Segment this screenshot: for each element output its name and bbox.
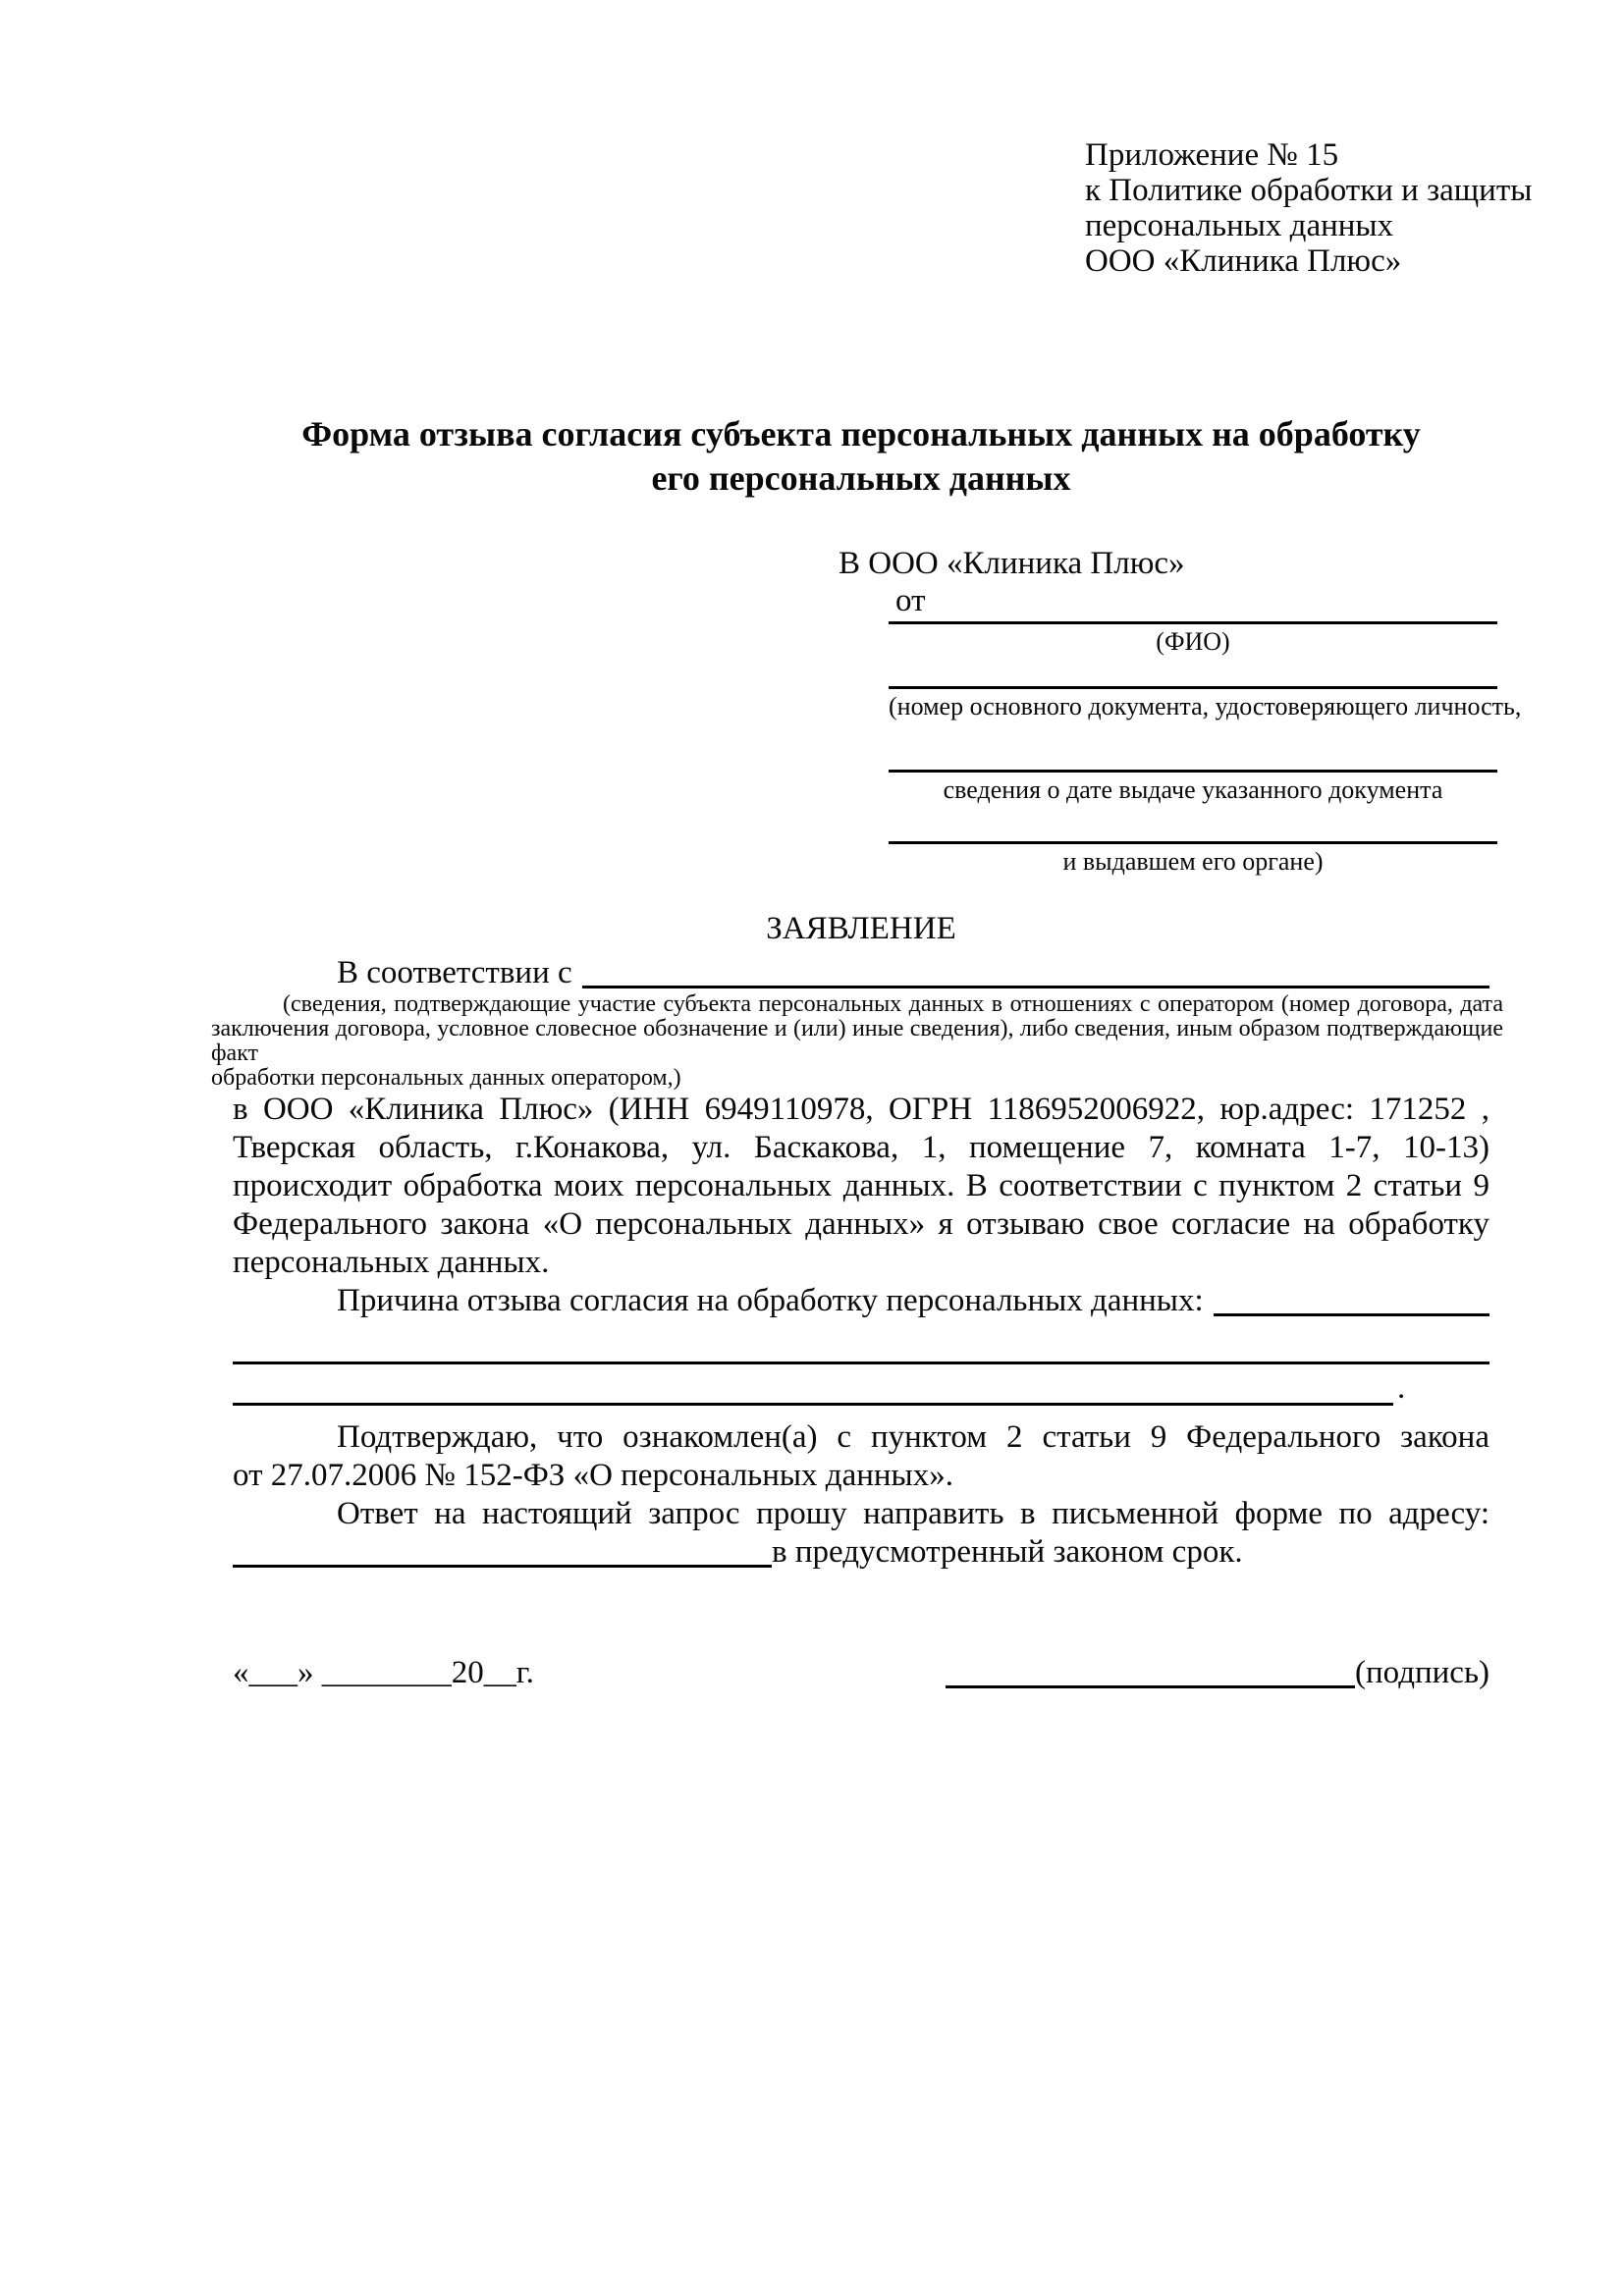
signature-caption: (подпись) [1355,1655,1489,1690]
field-line-doc-number [889,686,1497,689]
appendix-header-line: Приложение № 15 [1085,137,1339,173]
document-title [233,412,1489,501]
period-after-blank: . [1397,1370,1406,1406]
body-paragraph [233,1091,1489,1282]
field-line-fio [889,621,1497,624]
reason-blank-line-1 [233,1320,1489,1364]
reason-blank-line-2-rule [233,1362,1393,1406]
reason-label: Причина отзыва согласия на обработку персональных данных: [337,1283,1204,1318]
appendix-header-line: к Политике обработки и защиты [1085,173,1533,208]
body-line: персональных данных. [233,1245,550,1280]
body-line: в ООО «Клиника Плюс» (ИНН 6949110978, ОГРН 1186952006922, юр.адрес: 171252 , [233,1092,1489,1127]
reason-fill-line [1214,1282,1489,1316]
accordance-fill-line [582,954,1489,988]
from-label: от [895,583,926,618]
address-fill-line [233,1533,772,1568]
field-caption-issue-date: сведения о дате выдаче указанного документа [943,775,1443,804]
confirm-paragraph [233,1418,1489,1495]
reply-address-row [233,1533,1489,1572]
accordance-lead: В соответствии с [337,955,572,990]
date-blank: «___» ________20__г. [233,1655,534,1690]
reason-row [233,1282,1489,1320]
reply-paragraph [233,1495,1489,1572]
confirm-line: от 27.07.2006 № 152-ФЗ «О персональных данных». [233,1458,953,1493]
body-line: Тверская область, г.Конакова, ул. Баскакова, 1, помещение 7, комната 1-7, 10-13) [233,1130,1489,1165]
document-title-line: Форма отзыва согласия субъекта персональных данных на обработку [301,414,1421,454]
appendix-header [1085,137,1533,279]
statement-heading: ЗАЯВЛЕНИЕ [766,911,956,946]
signature-group [946,1654,1489,1692]
field-caption-doc-number: (номер основного документа, удостоверяющего личность, [889,692,1522,721]
appendix-header-line: ООО «Клиника Плюс» [1085,243,1402,279]
reason-blank-line-2 [233,1364,1489,1406]
field-line-issue-date [889,770,1497,773]
document-title-line: его персональных данных [651,458,1071,498]
date-signature-row [233,1654,1489,1692]
footnote-line: заключения договора, условное словесное обозначение и (или) иные сведения), либо сведения, иным образом подтверждающие факт [211,1016,1503,1066]
confirm-line: Подтверждаю, что ознакомлен(а) с пунктом 2 статьи 9 Федерального закона [337,1419,1489,1455]
field-caption-issuer: и выдавшем его органе) [1062,847,1324,876]
body-line: Федерального закона «О персональных данных» я отзываю свое согласие на обработку [233,1206,1489,1242]
addressee-block [839,545,1522,877]
document-content [211,0,1533,1692]
footnote-line: (сведения, подтверждающие участие субъекта персональных данных в отношениях с оператором (номер договора, дата [283,991,1503,1017]
body-line: происходит обработка моих персональных данных. В соответствии с пунктом 2 статьи 9 [233,1168,1489,1203]
reply-line: Ответ на настоящий запрос прошу направить в письменной форме по адресу: [337,1496,1489,1531]
footnote [211,992,1503,1091]
accordance-row [233,954,1489,992]
reply-line-suffix: в предусмотренный законом срок. [772,1534,1243,1570]
signature-line [946,1654,1355,1688]
field-line-issuer [889,841,1497,844]
field-caption-fio: (ФИО) [1156,627,1230,656]
footnote-line: обработки персональных данных оператором,) [211,1065,681,1091]
appendix-header-line: персональных данных [1085,208,1394,243]
addressee-org: В ООО «Клиника Плюс» [839,546,1185,581]
